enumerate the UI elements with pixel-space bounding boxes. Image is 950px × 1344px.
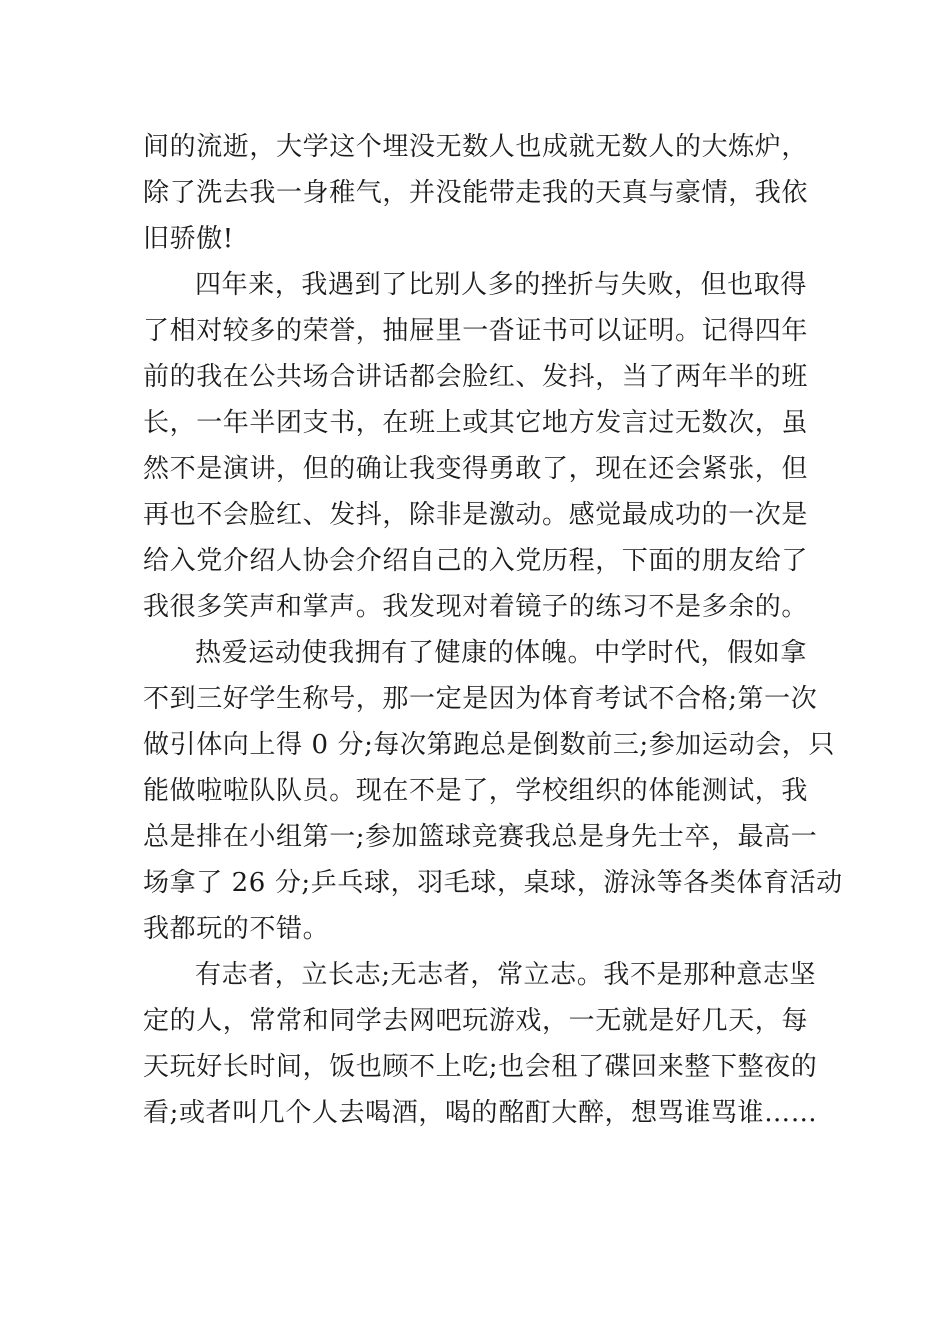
text-line: 然不是演讲，但的确让我变得勇敢了，现在还会紧张，但: [143, 454, 809, 484]
document-body: [143, 124, 843, 1136]
paragraph-4: [143, 952, 818, 1136]
text-line: 场拿了 26 分;乒乓球，羽毛球，桌球，游泳等各类体育活动: [143, 868, 843, 898]
text-line: 了相对较多的荣誉，抽屉里一沓证书可以证明。记得四年: [143, 316, 809, 346]
text-line: 总是排在小组第一;参加篮球竞赛我总是身先士卒，最高一: [143, 822, 818, 852]
paragraph-2: [143, 262, 807, 630]
text-line: 天玩好长时间，饭也顾不上吃;也会租了碟回来整下整夜的: [143, 1052, 818, 1082]
text-line: 我很多笑声和掌声。我发现对着镜子的练习不是多余的。: [143, 592, 809, 622]
text-line: 间的流逝，大学这个埋没无数人也成就无数人的大炼炉，: [143, 132, 809, 162]
text-line: 做引体向上得 0 分;每次第跑总是倒数前三;参加运动会，只: [143, 730, 835, 760]
paragraph-1: [143, 124, 807, 262]
paragraph-3: [143, 630, 843, 952]
text-line: 长，一年半团支书，在班上或其它地方发言过无数次，虽: [143, 408, 809, 438]
text-line: 不到三好学生称号，那一定是因为体育考试不合格;第一次: [143, 684, 818, 714]
text-line: 有志者，立长志;无志者，常立志。我不是那种意志坚: [195, 960, 817, 990]
text-line: 四年来，我遇到了比别人多的挫折与失败，但也取得: [195, 270, 807, 300]
text-line: 我都玩的不错。: [143, 914, 330, 944]
text-line: 除了洗去我一身稚气，并没能带走我的天真与豪情，我依: [143, 178, 809, 208]
text-line: 能做啦啦队队员。现在不是了，学校组织的体能测试，我: [143, 776, 809, 806]
text-line: 定的人，常常和同学去网吧玩游戏，一无就是好几天，每: [143, 1006, 809, 1036]
text-line: 看;或者叫几个人去喝酒，喝的酩酊大醉，想骂谁骂谁……: [143, 1098, 818, 1128]
text-line: 热爱运动使我拥有了健康的体魄。中学时代，假如拿: [195, 638, 807, 668]
text-line: 旧骄傲!: [143, 224, 234, 254]
text-line: 再也不会脸红、发抖，除非是激动。感觉最成功的一次是: [143, 500, 809, 530]
text-line: 前的我在公共场合讲话都会脸红、发抖，当了两年半的班: [143, 362, 809, 392]
text-line: 给入党介绍人协会介绍自己的入党历程，下面的朋友给了: [143, 546, 809, 576]
